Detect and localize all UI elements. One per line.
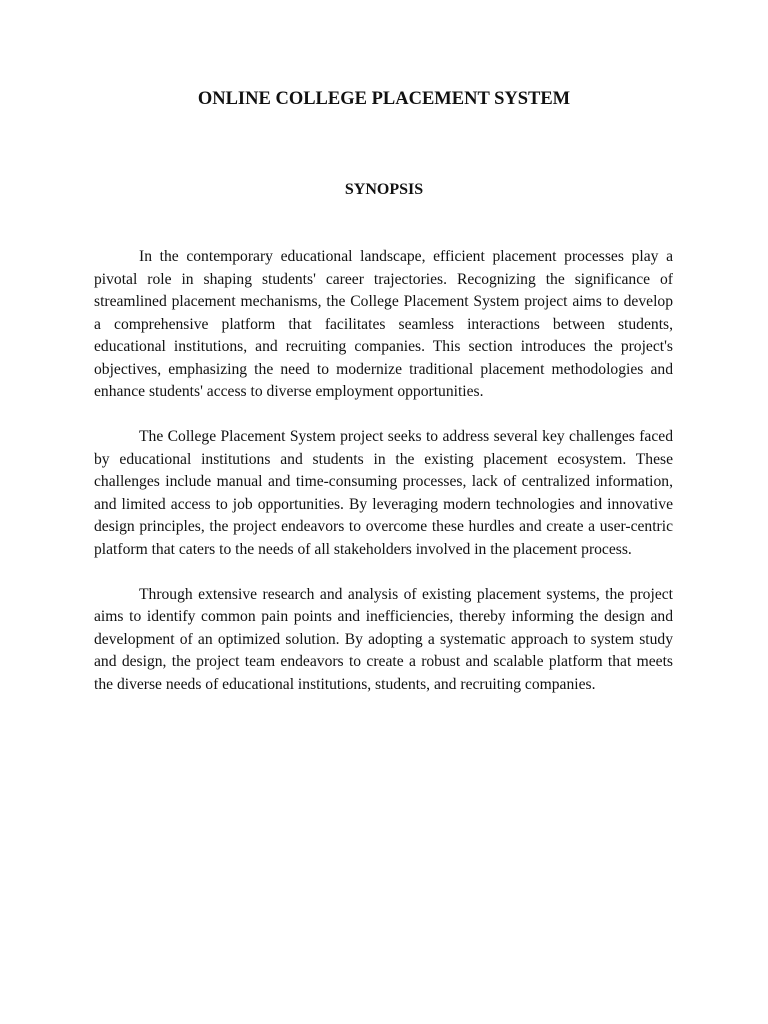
synopsis-paragraph: The College Placement System project seeks to address several key challenges faced by educational institutions and students in the existing placement ecosystem. These challenges include manual and time-consuming processes, lack of centralized information, and limited access to job opportunities. By leveraging modern technologies and innovative design principles, the project endeavors to overcome these hurdles and create a user-centric platform that caters to the needs of all stakeholders involved in the placement process. (94, 428, 673, 558)
synopsis-paragraph: Through extensive research and analysis of existing placement systems, the project aims to identify common pain points and inefficiencies, thereby informing the design and development of an optimized solution. By adopting a systematic approach to system study and design, the project team endeavors to create a robust and scalable platform that meets the diverse needs of educational institutions, students, and recruiting companies. (94, 585, 673, 693)
document-title: ONLINE COLLEGE PLACEMENT SYSTEM (197, 89, 571, 109)
synopsis-body (94, 246, 673, 719)
synopsis-paragraph: In the contemporary educational landscape, efficient placement processes play a pivotal role in shaping students' career trajectories. Recognizing the significance of streamlined placement mechanisms, the College Placement System project aims to develop a comprehensive platform that facilitates seamless interactions between students, educational institutions, and recruiting companies. This section introduces the project's objectives, emphasizing the need to modernize traditional placement methodologies and enhance students' access to diverse employment opportunities. (94, 248, 673, 400)
section-heading-synopsis: SYNOPSIS (344, 181, 424, 198)
